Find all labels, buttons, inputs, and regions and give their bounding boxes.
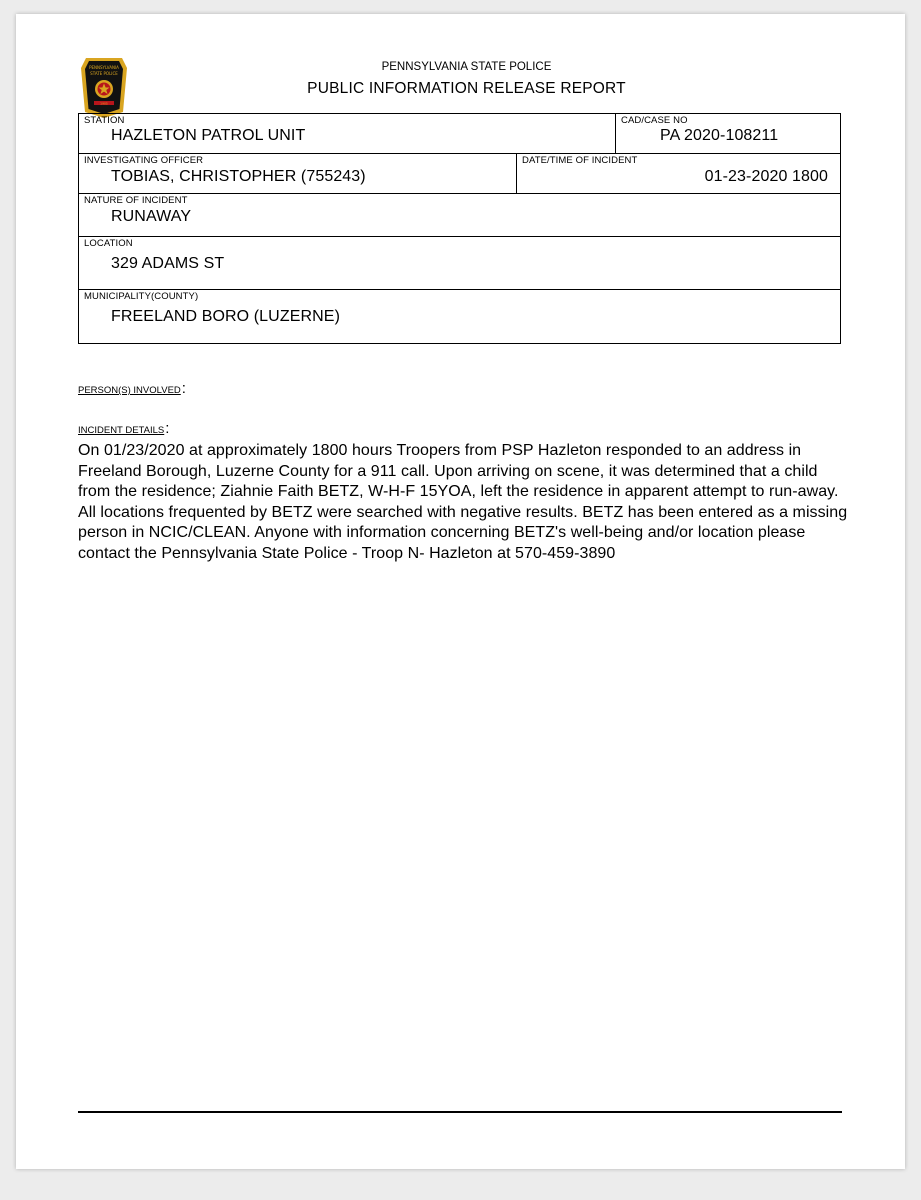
incident-details-text: On 01/23/2020 at approximately 1800 hours Troopers from PSP Hazleton responded to an address in Freeland Borough, Luzerne County for a 911 call. Upon arriving on scene, it was determined that a child from the residence; Ziahnie Faith BETZ, W-H-F 15YOA, left the residence in apparent attempt to run-away. All locations frequented by BETZ were searched with negative results. BETZ has been entered as a missing person in NCIC/CLEAN. Anyone with information concerning BETZ's well-being and/or location please contact the Pennsylvania State Police - Troop N- Hazleton at 570-459-3890 xyxy=(78,442,848,562)
location-cell xyxy=(79,237,840,289)
municipality-label: MUNICIPALITY(COUNTY) xyxy=(84,291,199,302)
datetime-cell xyxy=(516,154,840,193)
station-label: STATION xyxy=(84,115,125,126)
municipality-cell xyxy=(79,290,840,343)
nature-value: RUNAWAY xyxy=(111,208,192,225)
municipality-value: FREELAND BORO (LUZERNE) xyxy=(111,308,340,325)
persons-colon: : xyxy=(181,380,186,397)
officer-cell xyxy=(79,154,516,193)
form-row-officer xyxy=(79,154,840,194)
footer-rule xyxy=(78,1111,842,1113)
svg-text:PENNSYLVANIA: PENNSYLVANIA xyxy=(89,65,119,70)
svg-text:STATE POLICE: STATE POLICE xyxy=(90,71,118,76)
officer-value: TOBIAS, CHRISTOPHER (755243) xyxy=(111,168,366,185)
persons-involved-heading xyxy=(78,380,186,397)
form-row-nature xyxy=(79,194,840,237)
report-title: PUBLIC INFORMATION RELEASE REPORT xyxy=(307,80,626,97)
svg-text:1905: 1905 xyxy=(100,101,108,106)
report-form xyxy=(78,113,841,344)
datetime-value: 01-23-2020 1800 xyxy=(704,168,828,185)
case-no-label: CAD/CASE NO xyxy=(621,115,688,126)
nature-label: NATURE OF INCIDENT xyxy=(84,195,188,206)
form-row-location xyxy=(79,237,840,290)
incident-details-heading xyxy=(78,420,169,437)
case-no-value: PA 2020-108211 xyxy=(660,127,779,144)
form-row-municipality xyxy=(79,290,840,343)
station-value: HAZLETON PATROL UNIT xyxy=(111,127,306,144)
case-no-cell xyxy=(615,114,840,153)
location-value: 329 ADAMS ST xyxy=(111,255,225,272)
report-page xyxy=(16,14,905,1169)
station-cell xyxy=(79,114,615,153)
datetime-label: DATE/TIME OF INCIDENT xyxy=(522,155,638,166)
incident-details-label: INCIDENT DETAILS xyxy=(78,425,165,436)
incident-colon: : xyxy=(165,420,170,437)
officer-label: INVESTIGATING OFFICER xyxy=(84,155,204,166)
nature-cell xyxy=(79,194,840,236)
persons-involved-label: PERSON(S) INVOLVED xyxy=(78,385,181,396)
location-label: LOCATION xyxy=(84,238,133,249)
agency-name: PENNSYLVANIA STATE POLICE xyxy=(381,61,552,73)
form-row-station xyxy=(79,114,840,154)
